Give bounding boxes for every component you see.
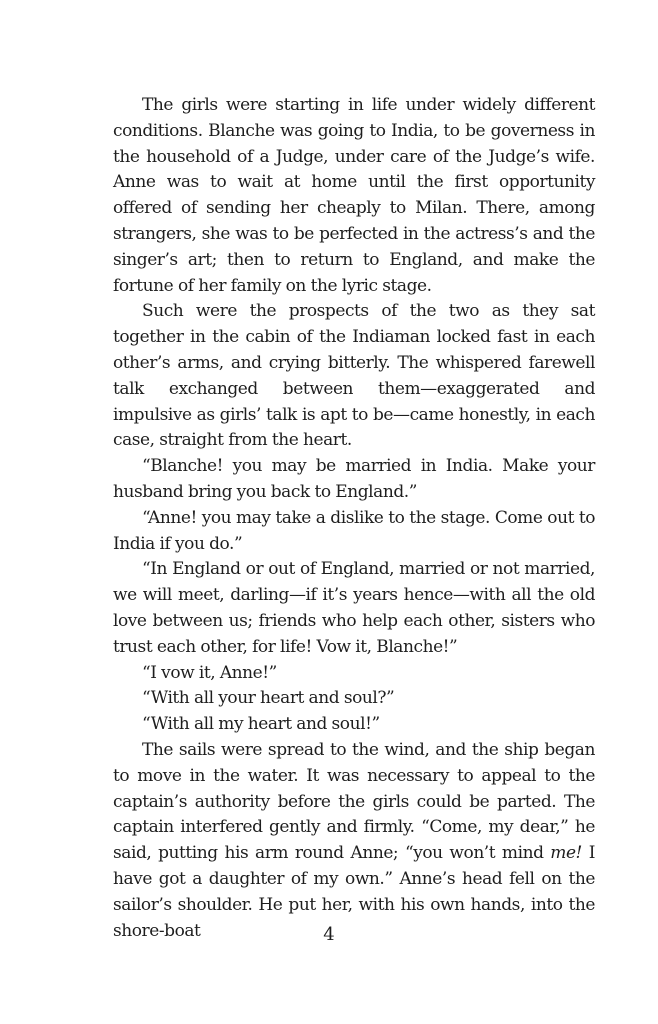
paragraph-last [113,738,595,944]
emphasized-word: me! [550,843,582,864]
paragraph: “I vow it, Anne!” [142,662,277,683]
paragraph: “Anne! you may take a dislike to the stage. Come out to India if you do.” [113,507,595,554]
page-number: 4 [323,924,335,945]
paragraph: Such were the prospects of the two as they sat together in the cabin of the Indiaman locked fast in each other’s arms, and crying bitterly. The whispered farewell talk exchanged between them—exaggerated and impulsive as girls’ talk is apt to be—came honestly, in each case, straight from the heart. [113,301,595,451]
paragraph: “With all my heart and soul!” [142,714,380,735]
paragraph-text: The sails were spread to the wind, and the ship began to move in the water. It was necessary to appeal to the captain’s authority before the girls could be parted. The captain interfered gently and firmly. “Come, my dear,” he said, putting his arm round Anne; “you won’t mind [113,739,595,864]
paragraph: The girls were starting in life under widely different conditions. Blanche was going to India, to be governess in the household of a Judge, under care of the Judge’s wife. Anne was to wait at home until the first opportunity offered of sending her cheaply to Milan. There, among strangers, she was to be perfected in the actress’s and the singer’s art; then to return to England, and make the fortune of her family on the lyric stage. [113,95,595,296]
paragraph: “With all your heart and soul?” [142,688,395,709]
paragraph: “Blanche! you may be married in India. Make your husband bring you back to England.” [113,456,595,502]
body-text [113,93,595,944]
paragraph: “In England or out of England, married or not married, we will meet, darling—if it’s years hence—with all the old love between us; friends who help each other, sisters who trust each other, for life! Vow it, Blanche!” [113,559,595,657]
paragraph-text: I have got a daughter of my own.” Anne’s head fell on the sailor’s shoulder. He put her, with his own hands, into the shore-boat [113,843,595,941]
